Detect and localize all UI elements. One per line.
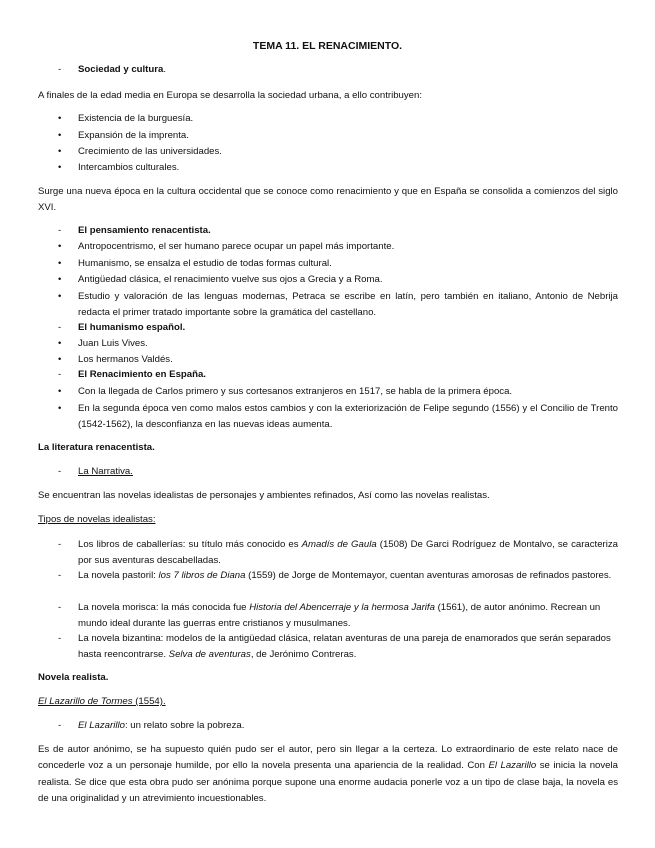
bullet-marker: • xyxy=(58,386,62,397)
dash-marker: - xyxy=(58,322,62,333)
book-title: El Lazarillo xyxy=(78,720,125,731)
dash-marker: - xyxy=(58,633,62,644)
dash-marker: - xyxy=(58,602,62,613)
paragraph: Surge una nueva época en la cultura occidental que se conoce como renacimiento y que en España se consolida a comienzos del siglo XVI. xyxy=(38,186,618,214)
list-item xyxy=(58,223,618,239)
subsection-heading: La Narrativa. xyxy=(78,466,133,477)
dash-marker: - xyxy=(58,570,62,581)
bullet-marker: • xyxy=(58,338,62,349)
list-item: - La novela pastoril: los 7 libros de Diana (1559) de Jorge de Montemayor, cuentan aventuras amorosas de refinados pastores. xyxy=(58,568,618,584)
book-title: los 7 libros de Diana xyxy=(158,570,246,581)
bullet-marker: • xyxy=(58,162,62,173)
bullet-marker: • xyxy=(58,258,62,269)
list-item xyxy=(58,367,618,383)
bullet-marker: • xyxy=(58,146,62,157)
list-item: • Intercambios culturales. xyxy=(58,160,618,176)
list-item: - El Lazarillo: un relato sobre la pobreza. xyxy=(58,718,618,734)
section-heading: El Renacimiento en España. xyxy=(78,369,206,380)
list-item: • Expansión de la imprenta. xyxy=(58,128,618,144)
bullet-marker: • xyxy=(58,241,62,252)
list-item: - Los libros de caballerías: su título más conocido es Amadís de Gaula (1508) De Garci Rodríguez de Montalvo, se caracteriza por sus aventuras descabelladas. xyxy=(58,539,618,567)
section-heading: Novela realista. xyxy=(38,672,109,683)
section-heading: El pensamiento renacentista. xyxy=(78,225,211,236)
list-item: • Crecimiento de las universidades. xyxy=(58,144,618,160)
list-item: - La novela bizantina: modelos de la antigüedad clásica, relatan aventuras de una pareja de enamorados que serán separados hasta reencontrarse. Selva de aventuras, de Jerónimo Contreras. xyxy=(58,633,611,661)
bullet-marker: • xyxy=(58,403,62,414)
list-item: • Antropocentrismo, el ser humano parece ocupar un papel más importante. xyxy=(58,239,618,255)
book-title: El Lazarillo xyxy=(488,760,537,772)
paragraph: Se encuentran las novelas idealistas de personajes y ambientes refinados, Así como las novelas realistas. xyxy=(38,490,490,501)
list-item: - Sociedad y cultura. xyxy=(58,62,618,78)
paragraph: A finales de la edad media en Europa se desarrolla la sociedad urbana, a ello contribuyen: xyxy=(38,90,423,101)
dash-marker: - xyxy=(58,64,62,75)
list-item: • Con la llegada de Carlos primero y sus cortesanos extranjeros en 1517, se habla de la primera época. xyxy=(58,384,618,400)
list-item: • Juan Luis Vives. xyxy=(58,336,618,352)
list-item: • Los hermanos Valdés. xyxy=(58,352,618,368)
list-item: • Humanismo, se ensalza el estudio de todas formas cultural. xyxy=(58,256,618,272)
section-heading: El humanismo español. xyxy=(78,322,186,333)
book-title: Amadís de Gaula xyxy=(301,539,377,550)
book-title: Selva de aventuras xyxy=(168,649,251,661)
dash-marker: - xyxy=(58,720,62,731)
list-item: • Existencia de la burguesía. xyxy=(58,111,618,127)
list-item: • Antigüedad clásica, el renacimiento vuelve sus ojos a Grecia y a Roma. xyxy=(58,272,618,288)
paragraph: El Lazarillo de Tormes (1554). xyxy=(38,696,166,707)
bullet-marker: • xyxy=(58,354,62,365)
section-heading: La literatura renacentista. xyxy=(38,442,155,453)
dash-marker: - xyxy=(58,539,62,550)
book-title: Historia del Abencerraje y la hermosa Jarifa xyxy=(249,602,435,613)
page-title: TEMA 11. EL RENACIMIENTO. xyxy=(252,40,403,52)
dash-marker: - xyxy=(58,225,62,236)
list-item: - La novela morisca: la más conocida fue Historia del Abencerraje y la hermosa Jarifa (1561), de autor anónimo. Recrean un mundo ideal durante las guerras entre cristianos y musulmanes. xyxy=(58,602,601,630)
dash-marker: - xyxy=(58,369,62,380)
section-heading: Sociedad y cultura xyxy=(78,64,164,75)
bullet-marker: • xyxy=(58,274,62,285)
list-item xyxy=(58,464,618,480)
bullet-marker: • xyxy=(58,130,62,141)
bullet-marker: • xyxy=(58,113,62,124)
paragraph: Es de autor anónimo, se ha supuesto quién pudo ser el autor, pero sin llegar a la certeza. Lo extraordinario de este relato nace de concederle voz a un personaje humilde, por ello la novela presenta una apariencia de la realidad. Con El Lazarillo se inicia la novela realista. Se dice que esta obra pudo ser anónima porque supone una enorme audacia ponerle voz a un tipo de clase baja, la novela es de una originalidad y un atrevimiento incuestionables. xyxy=(38,744,618,805)
book-title: El Lazarillo de Tormes xyxy=(38,696,133,707)
dash-marker: - xyxy=(58,466,62,477)
list-item: • Estudio y valoración de las lenguas modernas, Petraca se escribe en latín, pero también en italiano, Antonio de Nebrija redacta el primer tratado importante sobre la gramática del castellano. xyxy=(58,291,618,319)
list-item xyxy=(58,320,618,336)
subsection-heading: Tipos de novelas idealistas: xyxy=(38,514,156,525)
bullet-marker: • xyxy=(58,291,62,302)
list-item: • En la segunda época ven como malos estos cambios y con la exteriorización de Felipe segundo (1556) y el Concilio de Trento (1542-1562), la desconfianza en las nuevas ideas aumenta. xyxy=(58,403,618,431)
